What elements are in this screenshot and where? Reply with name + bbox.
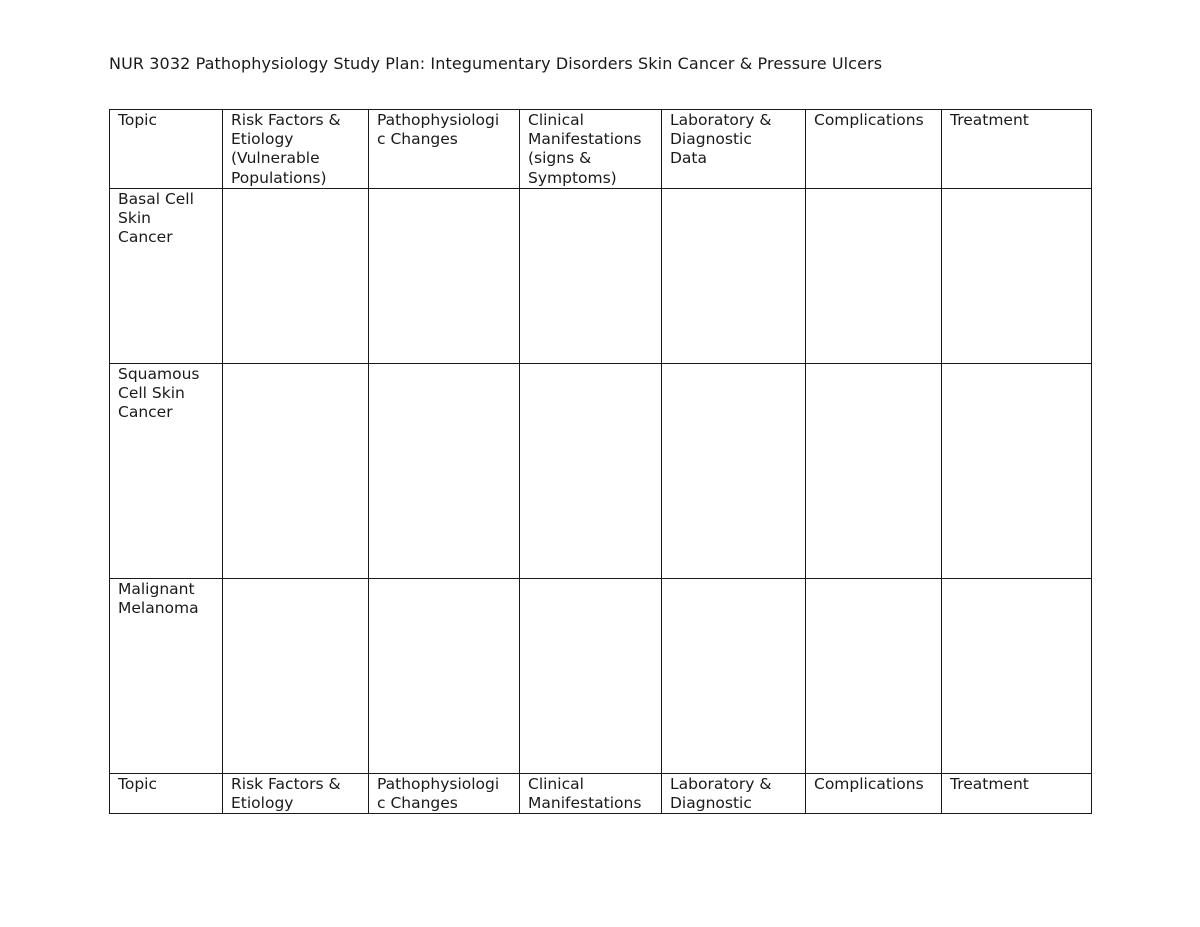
empty-cell-clinical-manifestations[interactable] [520, 364, 662, 579]
empty-cell-pathophysiologic-changes[interactable] [369, 189, 520, 364]
empty-cell-pathophysiologic-changes[interactable] [369, 364, 520, 579]
header-cell-risk-factors: Risk Factors & Etiology [223, 774, 369, 814]
empty-cell-risk-factors[interactable] [223, 364, 369, 579]
header-cell-topic: Topic [110, 110, 223, 189]
empty-cell-risk-factors[interactable] [223, 579, 369, 774]
repeated-header-row [110, 774, 1092, 814]
empty-cell-treatment[interactable] [942, 189, 1092, 364]
empty-cell-clinical-manifestations[interactable] [520, 189, 662, 364]
empty-cell-clinical-manifestations[interactable] [520, 579, 662, 774]
header-cell-complications: Complications [806, 774, 942, 814]
table-row-basal-cell [110, 189, 1092, 364]
empty-cell-complications[interactable] [806, 364, 942, 579]
document-title: NUR 3032 Pathophysiology Study Plan: Integumentary Disorders Skin Cancer & Pressure Ulcers [109, 54, 883, 73]
empty-cell-laboratory-diagnostic[interactable] [662, 364, 806, 579]
header-row [110, 110, 1092, 189]
empty-cell-pathophysiologic-changes[interactable] [369, 579, 520, 774]
topic-cell: Squamous Cell Skin Cancer [110, 364, 223, 579]
header-cell-topic: Topic [110, 774, 223, 814]
table-row-squamous-cell [110, 364, 1092, 579]
empty-cell-treatment[interactable] [942, 364, 1092, 579]
empty-cell-complications[interactable] [806, 189, 942, 364]
header-cell-complications: Complications [806, 110, 942, 189]
table-row-malignant-melanoma [110, 579, 1092, 774]
header-cell-clinical-manifestations: Clinical Manifestations (signs & Symptoms) [520, 110, 662, 189]
header-cell-pathophysiologic-changes: Pathophysiologi c Changes [369, 110, 520, 189]
empty-cell-laboratory-diagnostic[interactable] [662, 189, 806, 364]
empty-cell-treatment[interactable] [942, 579, 1092, 774]
header-cell-risk-factors: Risk Factors & Etiology (Vulnerable Populations) [223, 110, 369, 189]
study-plan-table [109, 109, 1092, 814]
header-cell-pathophysiologic-changes: Pathophysiologi c Changes [369, 774, 520, 814]
header-cell-clinical-manifestations: Clinical Manifestations [520, 774, 662, 814]
header-cell-treatment: Treatment [942, 110, 1092, 189]
empty-cell-laboratory-diagnostic[interactable] [662, 579, 806, 774]
empty-cell-risk-factors[interactable] [223, 189, 369, 364]
header-cell-laboratory-diagnostic: Laboratory & Diagnostic Data [662, 110, 806, 189]
topic-cell: Malignant Melanoma [110, 579, 223, 774]
topic-cell: Basal Cell Skin Cancer [110, 189, 223, 364]
empty-cell-complications[interactable] [806, 579, 942, 774]
header-cell-treatment: Treatment [942, 774, 1092, 814]
header-cell-laboratory-diagnostic: Laboratory & Diagnostic [662, 774, 806, 814]
